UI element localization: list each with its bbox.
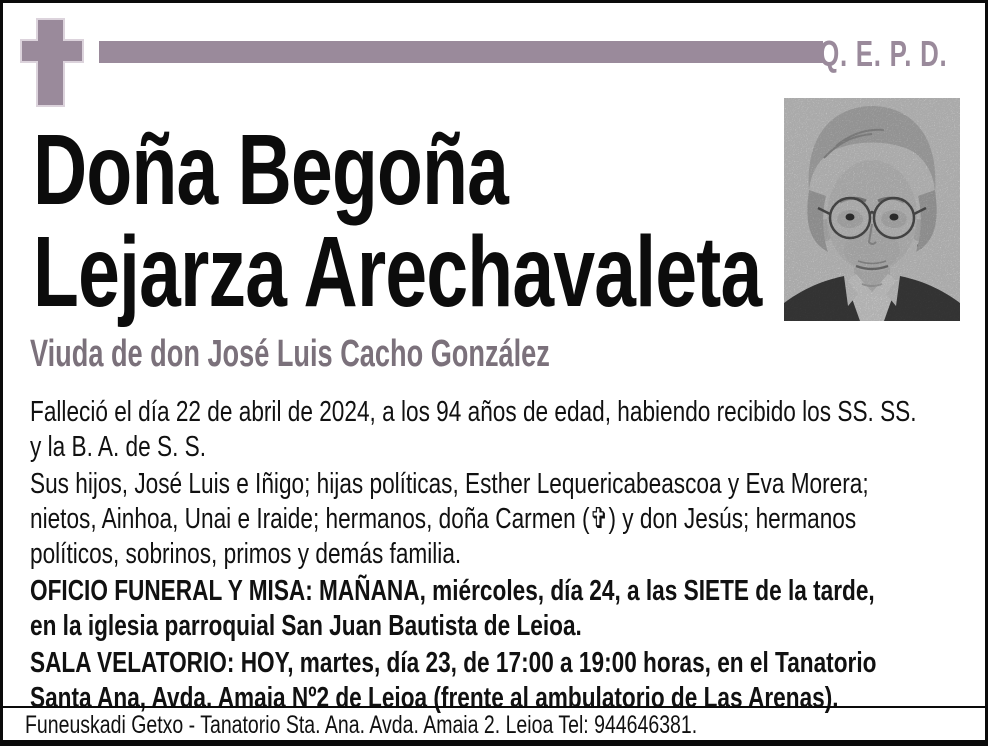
funeral-home-info: Funeuskadi Getxo - Tanatorio Sta. Ana. Avda. Amaia 2. Leioa Tel: 944646381. bbox=[25, 711, 698, 739]
page-title bbox=[33, 114, 988, 328]
wake-room-paragraph: SALA VELATORIO: HOY, martes, día 23, de 17:00 a 19:00 horas, en el Tanatorio Santa Ana, Avda. Amaia Nº2 de Leioa (frente al ambulatorio de Las Arenas). bbox=[30, 647, 877, 714]
obituary-body bbox=[30, 333, 965, 718]
deceased-name-line1: Doña Begoña bbox=[33, 114, 509, 226]
deceased-name-line2: Lejarza Arechavaleta bbox=[33, 216, 762, 328]
header-accent-bar bbox=[99, 41, 823, 63]
funeral-home-footer bbox=[3, 706, 985, 740]
relation-subtitle: Viuda de don José Luis Cacho González bbox=[30, 333, 550, 375]
death-notice-paragraph: Falleció el día 22 de abril de 2024, a los 94 años de edad, habiendo recibido los SS. SS. y la B. A. de S. S. bbox=[30, 396, 917, 463]
memorial-cross-icon bbox=[19, 18, 85, 108]
family-paragraph: Sus hijos, José Luis e Iñigo; hijas políticas, Esther Lequericabeascoa y Eva Morera; nietos, Ainhoa, Unai e Iraide; hermanos, doña Carmen (✞) y don Jesús; hermanos políticos, sobrinos, primos y demás familia. bbox=[30, 468, 869, 570]
funeral-service-paragraph: OFICIO FUNERAL Y MISA: MAÑANA, miércoles, día 24, a las SIETE de la tarde, en la iglesia parroquial San Juan Bautista de Leioa. bbox=[30, 575, 875, 642]
qepd-label: Q. E. P. D. bbox=[818, 33, 947, 74]
